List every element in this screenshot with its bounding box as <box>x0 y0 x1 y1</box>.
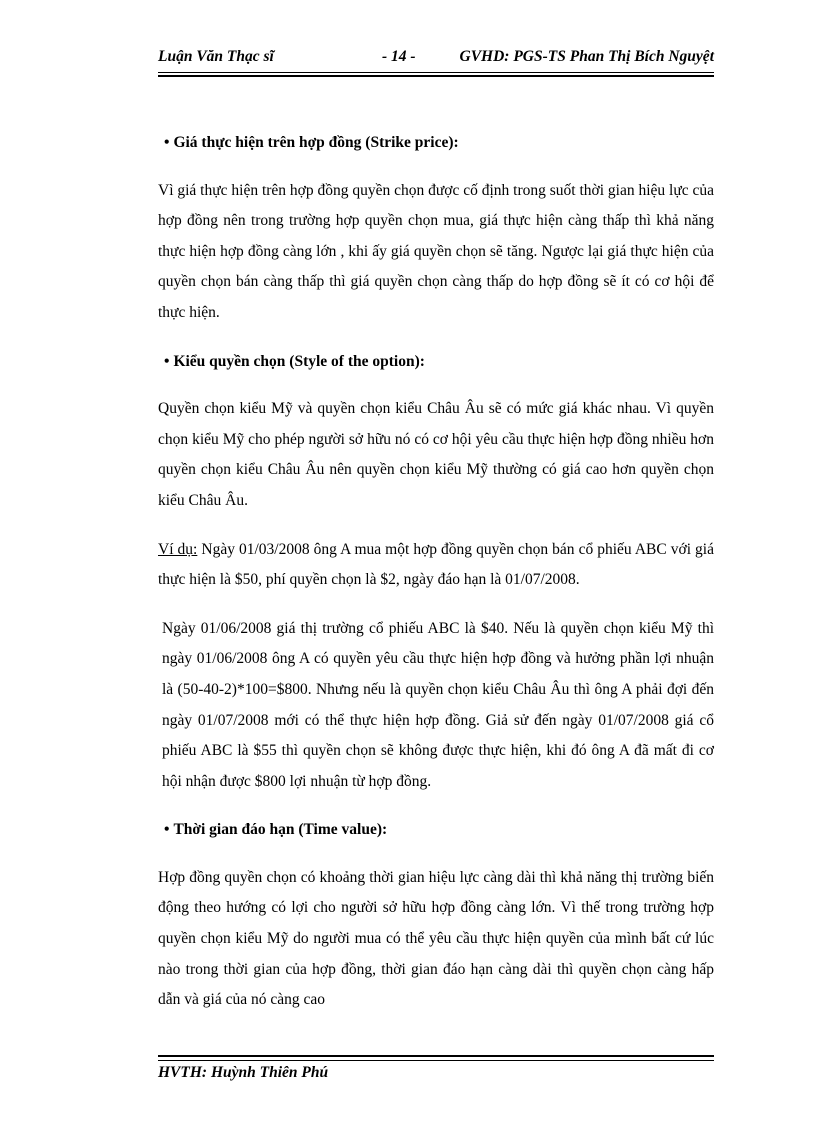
example-text: Ngày 01/03/2008 ông A mua một hợp đồng quyền chọn bán cổ phiếu ABC với giá thực hiện là $50, phí quyền chọn là $2, ngày đáo hạn là 01/07/2008. <box>158 540 714 589</box>
bullet-icon: • <box>164 821 170 839</box>
paragraph-strike-price: Vì giá thực hiện trên hợp đồng quyền chọn được cố định trong suốt thời gian hiệu lực của hợp đồng nên trong trường hợp quyền chọn mua, giá thực hiện càng thấp thì khả năng thực hiện hợp đồng càng lớn , khi ấy giá quyền chọn sẽ tăng. Ngược lại giá thực hiện của quyền chọn bán càng thấp thì giá quyền chọn càng thấp do hợp đồng sẽ ít có cơ hội để thực hiện. <box>158 181 715 321</box>
page-body <box>158 128 714 1016</box>
footer-rule-thin <box>158 1060 714 1061</box>
example-continuation: Ngày 01/06/2008 giá thị trường cổ phiếu ABC là $40. Nếu là quyền chọn kiểu Mỹ thì ngày 01/06/2008 ông A có quyền yêu cầu thực hiện hợp đồng và hưởng phần lợi nhuận là (50-40-2)*100=$800. Nhưng nếu là quyền chọn kiểu Châu Âu thì ông A phải đợi đến ngày 01/07/2008 mới có thể thực hiện hợp đồng. Giả sử đến ngày 01/07/2008 giá cổ phiếu ABC là $55 thì quyền chọn sẽ không được thực hiện, khi đó ông A đã mất đi cơ hội nhận được $800 lợi nhuận từ hợp đồng. <box>162 619 714 790</box>
header-rule-thick <box>158 75 714 77</box>
thesis-title: Luận Văn Thạc sĩ <box>158 48 274 65</box>
example-paragraph <box>158 535 714 596</box>
bullet-icon: • <box>164 134 170 151</box>
header-rule-thin <box>158 72 714 73</box>
section-heading-time-value: • Thời gian đáo hạn (Time value): <box>164 821 388 839</box>
section-heading-option-style: • Kiểu quyền chọn (Style of the option): <box>164 352 425 370</box>
paragraph-time-value: Hợp đồng quyền chọn có khoảng thời gian hiệu lực càng dài thì khả năng thị trường biến động theo hướng có lợi cho người sở hữu hợp đồng càng lớn. Vì thế trong trường hợp quyền chọn kiểu Mỹ do người mua có thể yêu cầu thực hiện quyền của mình bất cứ lúc nào trong thời gian của hợp đồng, thời gian đáo hạn càng dài thì quyền chọn càng hấp dẫn và giá của nó càng cao <box>158 868 714 1009</box>
student-name: HVTH: Huỳnh Thiên Phú <box>158 1064 329 1081</box>
example-label: Ví dụ: <box>158 540 198 558</box>
page-number: - 14 - <box>382 48 416 65</box>
footer-rule-thick <box>158 1055 714 1057</box>
paragraph-option-style: Quyền chọn kiểu Mỹ và quyền chọn kiểu Châu Âu sẽ có mức giá khác nhau. Vì quyền chọn kiểu Mỹ cho phép người sở hữu nó có cơ hội yêu cầu thực hiện hợp đồng nhiều hơn quyền chọn kiểu Châu Âu nên quyền chọn kiểu Mỹ thường có giá cao hơn quyền chọn kiểu Châu Âu. <box>158 400 714 509</box>
section-heading-strike-price: • Giá thực hiện trên hợp đồng (Strike price): <box>164 134 459 151</box>
advisor-name: GVHD: PGS-TS Phan Thị Bích Nguyệt <box>459 48 714 65</box>
bullet-icon: • <box>164 352 170 370</box>
page-header <box>158 48 714 72</box>
